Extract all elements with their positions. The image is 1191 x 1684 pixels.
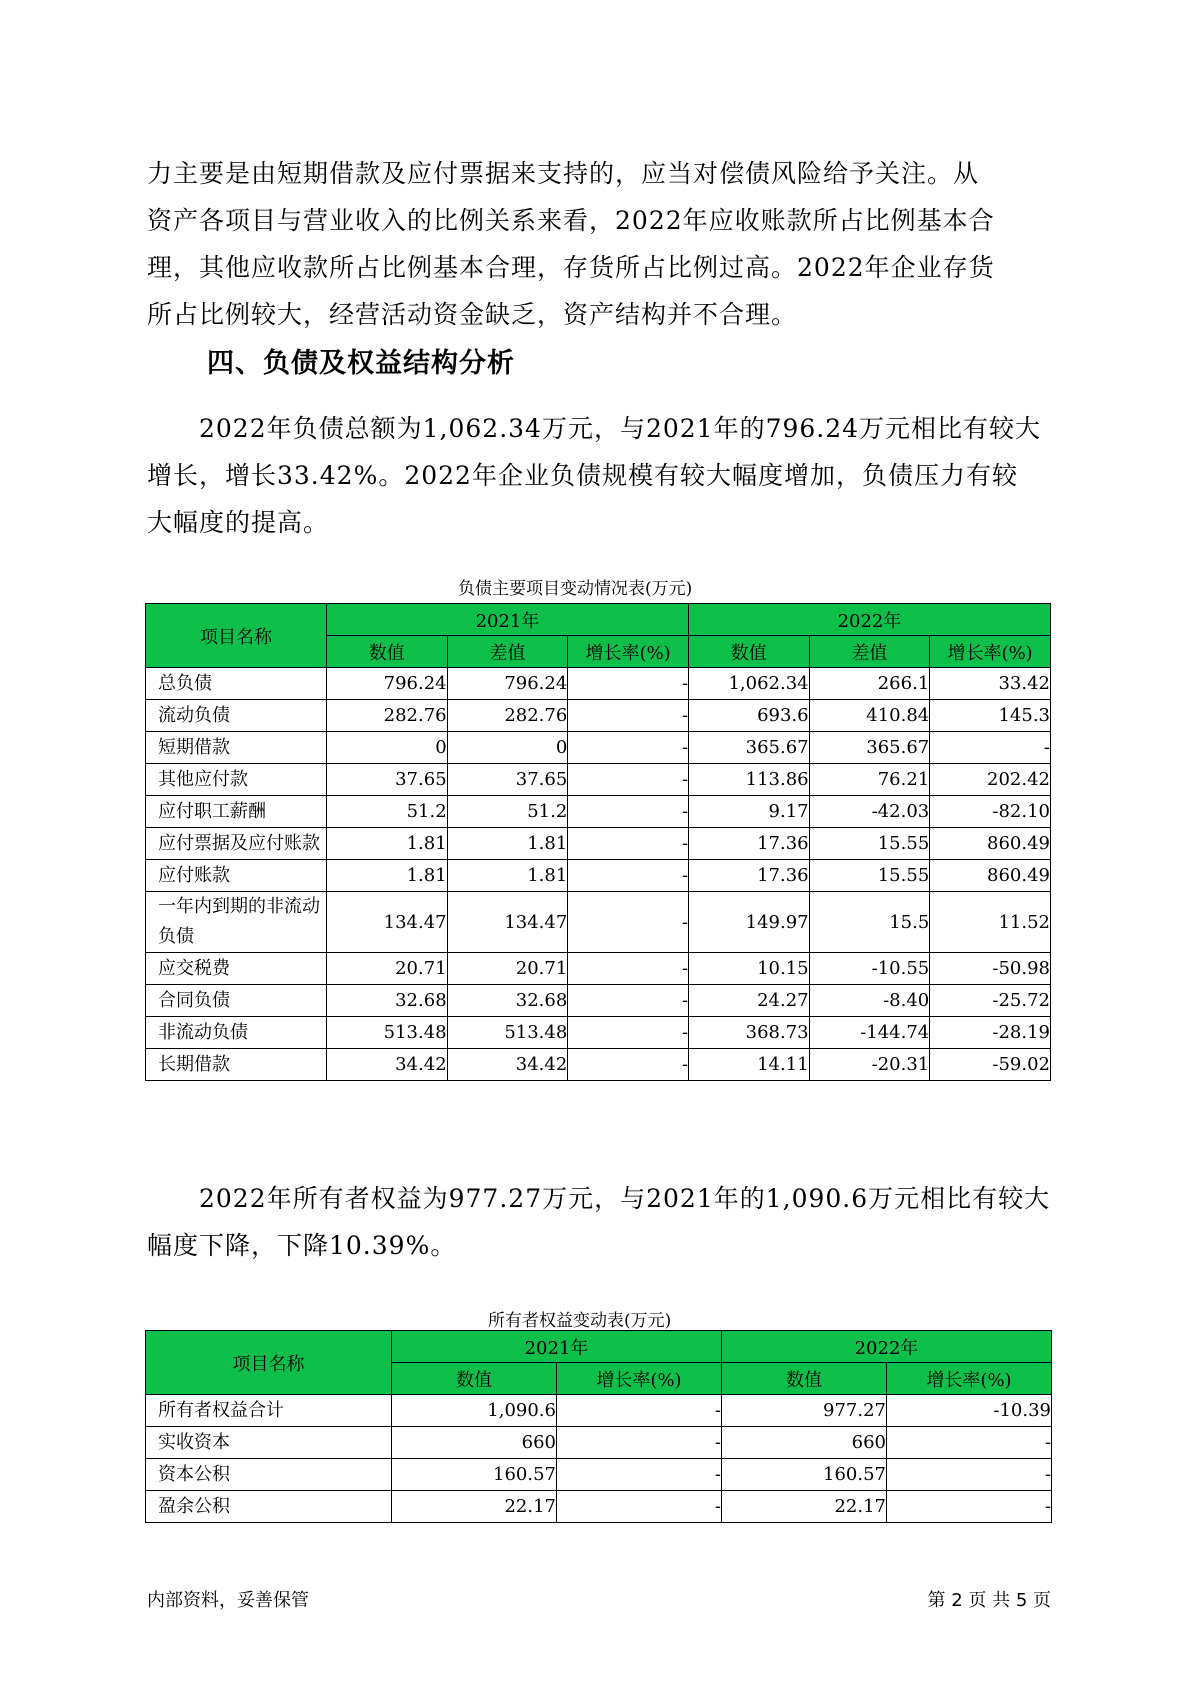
table-cell: 282.76 xyxy=(447,700,568,732)
table-cell: 149.97 xyxy=(688,892,809,953)
table-cell: 368.73 xyxy=(688,1017,809,1049)
table-cell: -50.98 xyxy=(930,953,1051,985)
paragraph-line: 所占比例较大，经营活动资金缺乏，资产结构并不合理。 xyxy=(147,300,798,329)
table-cell: -82.10 xyxy=(930,796,1051,828)
table-cell: 20.71 xyxy=(447,953,568,985)
table-cell: 113.86 xyxy=(688,764,809,796)
table-cell: - xyxy=(568,953,689,985)
table-cell: 9.17 xyxy=(688,796,809,828)
table-cell: -25.72 xyxy=(930,985,1051,1017)
table-cell: 76.21 xyxy=(809,764,930,796)
paragraph-line: 大幅度的提高。 xyxy=(147,508,330,537)
row-item-name: 应付票据及应付账款 xyxy=(146,828,327,860)
equity-table xyxy=(145,1330,1052,1523)
table-row xyxy=(146,1395,1052,1427)
table-caption-liabilities: 负债主要项目变动情况表(万元) xyxy=(458,579,693,599)
table-cell: - xyxy=(568,860,689,892)
header-growth-rate: 增长率(%) xyxy=(568,636,689,668)
paragraph-line: 2022年所有者权益为977.27万元，与2021年的1,090.6万元相比有较大 xyxy=(147,1184,1051,1213)
paragraph-line: 幅度下降，下降10.39%。 xyxy=(147,1231,457,1260)
table-cell: - xyxy=(568,1049,689,1081)
table-cell: 51.2 xyxy=(447,796,568,828)
table-cell: - xyxy=(568,985,689,1017)
table-cell: - xyxy=(568,732,689,764)
table-cell: 365.67 xyxy=(688,732,809,764)
table-row xyxy=(146,892,1051,953)
header-value: 数值 xyxy=(326,636,447,668)
header-year-2021: 2021年 xyxy=(392,1331,722,1363)
table-cell: 266.1 xyxy=(809,668,930,700)
table-row xyxy=(146,1491,1052,1523)
table-cell: 282.76 xyxy=(326,700,447,732)
header-item-name: 项目名称 xyxy=(146,1331,392,1395)
table-cell: 134.47 xyxy=(326,892,447,953)
table-cell: 10.15 xyxy=(688,953,809,985)
header-diff: 差值 xyxy=(809,636,930,668)
row-item-name: 合同负债 xyxy=(146,985,327,1017)
table-cell: - xyxy=(887,1491,1052,1523)
table-cell: 37.65 xyxy=(447,764,568,796)
paragraph-line: 2022年负债总额为1,062.34万元，与2021年的796.24万元相比有较大 xyxy=(147,414,1042,443)
table-cell: 1.81 xyxy=(447,828,568,860)
table-cell: - xyxy=(568,796,689,828)
table-cell: 160.57 xyxy=(722,1459,887,1491)
table-row xyxy=(146,1427,1052,1459)
table-row xyxy=(146,732,1051,764)
row-item-name: 应付账款 xyxy=(146,860,327,892)
table-cell: 17.36 xyxy=(688,828,809,860)
table-cell: 134.47 xyxy=(447,892,568,953)
row-item-name: 资本公积 xyxy=(146,1459,392,1491)
table-cell: 51.2 xyxy=(326,796,447,828)
table-cell: 22.17 xyxy=(722,1491,887,1523)
row-item-name: 非流动负债 xyxy=(146,1017,327,1049)
header-diff: 差值 xyxy=(447,636,568,668)
header-value: 数值 xyxy=(688,636,809,668)
table-cell: - xyxy=(557,1395,722,1427)
table-row xyxy=(146,860,1051,892)
table-cell: 32.68 xyxy=(447,985,568,1017)
table-cell: 20.71 xyxy=(326,953,447,985)
table-cell: 660 xyxy=(392,1427,557,1459)
header-value: 数值 xyxy=(392,1363,557,1395)
table-cell: -144.74 xyxy=(809,1017,930,1049)
row-item-name: 应付职工薪酬 xyxy=(146,796,327,828)
row-item-name: 实收资本 xyxy=(146,1427,392,1459)
table-cell: 796.24 xyxy=(326,668,447,700)
table-cell: 24.27 xyxy=(688,985,809,1017)
table-cell: -10.55 xyxy=(809,953,930,985)
table-cell: 32.68 xyxy=(326,985,447,1017)
header-year-2022: 2022年 xyxy=(722,1331,1052,1363)
table-cell: 11.52 xyxy=(930,892,1051,953)
table-row xyxy=(146,796,1051,828)
table-cell: -10.39 xyxy=(887,1395,1052,1427)
table-cell: - xyxy=(568,1017,689,1049)
row-item-name: 盈余公积 xyxy=(146,1491,392,1523)
header-growth-rate: 增长率(%) xyxy=(930,636,1051,668)
table-cell: -20.31 xyxy=(809,1049,930,1081)
table-cell: 1.81 xyxy=(447,860,568,892)
table-cell: 1,062.34 xyxy=(688,668,809,700)
table-cell: 410.84 xyxy=(809,700,930,732)
table-cell: 977.27 xyxy=(722,1395,887,1427)
table-row xyxy=(146,700,1051,732)
header-value: 数值 xyxy=(722,1363,887,1395)
table-row xyxy=(146,1049,1051,1081)
footer-confidential-note: 内部资料，妥善保管 xyxy=(147,1590,309,1611)
table-cell: 1.81 xyxy=(326,860,447,892)
table-cell: - xyxy=(568,892,689,953)
header-growth-rate: 增长率(%) xyxy=(887,1363,1052,1395)
table-cell: 1,090.6 xyxy=(392,1395,557,1427)
table-cell: 202.42 xyxy=(930,764,1051,796)
table-cell: 145.3 xyxy=(930,700,1051,732)
table-cell: - xyxy=(930,732,1051,764)
table-cell: - xyxy=(568,828,689,860)
table-row xyxy=(146,1017,1051,1049)
table-cell: 860.49 xyxy=(930,828,1051,860)
section-heading: 四、负债及权益结构分析 xyxy=(207,348,515,379)
table-row xyxy=(146,668,1051,700)
table-cell: 513.48 xyxy=(447,1017,568,1049)
row-item-name: 所有者权益合计 xyxy=(146,1395,392,1427)
table-cell: -28.19 xyxy=(930,1017,1051,1049)
table-cell: 365.67 xyxy=(809,732,930,764)
paragraph-asset-analysis xyxy=(147,150,1047,338)
table-row xyxy=(146,985,1051,1017)
paragraph-line: 理，其他应收款所占比例基本合理，存货所占比例过高。2022年企业存货 xyxy=(147,253,995,282)
footer-page-number: 第 2 页 共 5 页 xyxy=(927,1590,1051,1611)
header-growth-rate: 增长率(%) xyxy=(557,1363,722,1395)
table-cell: - xyxy=(557,1459,722,1491)
row-item-name: 流动负债 xyxy=(146,700,327,732)
row-item-name: 应交税费 xyxy=(146,953,327,985)
row-item-name: 短期借款 xyxy=(146,732,327,764)
table-row xyxy=(146,828,1051,860)
table-cell: 160.57 xyxy=(392,1459,557,1491)
table-cell: 860.49 xyxy=(930,860,1051,892)
table-cell: -42.03 xyxy=(809,796,930,828)
row-item-name: 其他应付款 xyxy=(146,764,327,796)
table-cell: -8.40 xyxy=(809,985,930,1017)
table-cell: 693.6 xyxy=(688,700,809,732)
header-item-name: 项目名称 xyxy=(146,604,327,668)
table-cell: 37.65 xyxy=(326,764,447,796)
table-cell: 0 xyxy=(326,732,447,764)
table-cell: - xyxy=(887,1459,1052,1491)
table-row xyxy=(146,1459,1052,1491)
header-year-2021: 2021年 xyxy=(326,604,688,636)
table-cell: 34.42 xyxy=(447,1049,568,1081)
row-item-name: 总负债 xyxy=(146,668,327,700)
liabilities-table xyxy=(145,603,1051,1081)
table-cell: - xyxy=(887,1427,1052,1459)
table-row xyxy=(146,764,1051,796)
paragraph-line: 力主要是由短期借款及应付票据来支持的，应当对偿债风险给予关注。从 xyxy=(147,159,980,188)
paragraph-line: 增长，增长33.42%。2022年企业负债规模有较大幅度增加，负债压力有较 xyxy=(147,461,1018,490)
table-cell: - xyxy=(568,668,689,700)
table-cell: -59.02 xyxy=(930,1049,1051,1081)
table-cell: 660 xyxy=(722,1427,887,1459)
table-cell: - xyxy=(568,700,689,732)
table-row xyxy=(146,953,1051,985)
table-cell: 22.17 xyxy=(392,1491,557,1523)
row-item-name: 长期借款 xyxy=(146,1049,327,1081)
row-item-name: 一年内到期的非流动负债 xyxy=(146,892,327,953)
table-cell: 17.36 xyxy=(688,860,809,892)
table-cell: 15.5 xyxy=(809,892,930,953)
paragraph-liability-summary xyxy=(147,405,1047,546)
table-cell: 0 xyxy=(447,732,568,764)
paragraph-equity-summary xyxy=(147,1175,1051,1269)
table-cell: - xyxy=(557,1491,722,1523)
table-cell: 33.42 xyxy=(930,668,1051,700)
table-cell: 796.24 xyxy=(447,668,568,700)
table-cell: 15.55 xyxy=(809,860,930,892)
table-cell: 513.48 xyxy=(326,1017,447,1049)
table-caption-equity: 所有者权益变动表(万元) xyxy=(488,1311,672,1331)
header-year-2022: 2022年 xyxy=(688,604,1050,636)
table-cell: - xyxy=(557,1427,722,1459)
table-cell: 14.11 xyxy=(688,1049,809,1081)
table-cell: 1.81 xyxy=(326,828,447,860)
table-cell: - xyxy=(568,764,689,796)
table-cell: 34.42 xyxy=(326,1049,447,1081)
paragraph-line: 资产各项目与营业收入的比例关系来看，2022年应收账款所占比例基本合 xyxy=(147,206,995,235)
table-cell: 15.55 xyxy=(809,828,930,860)
